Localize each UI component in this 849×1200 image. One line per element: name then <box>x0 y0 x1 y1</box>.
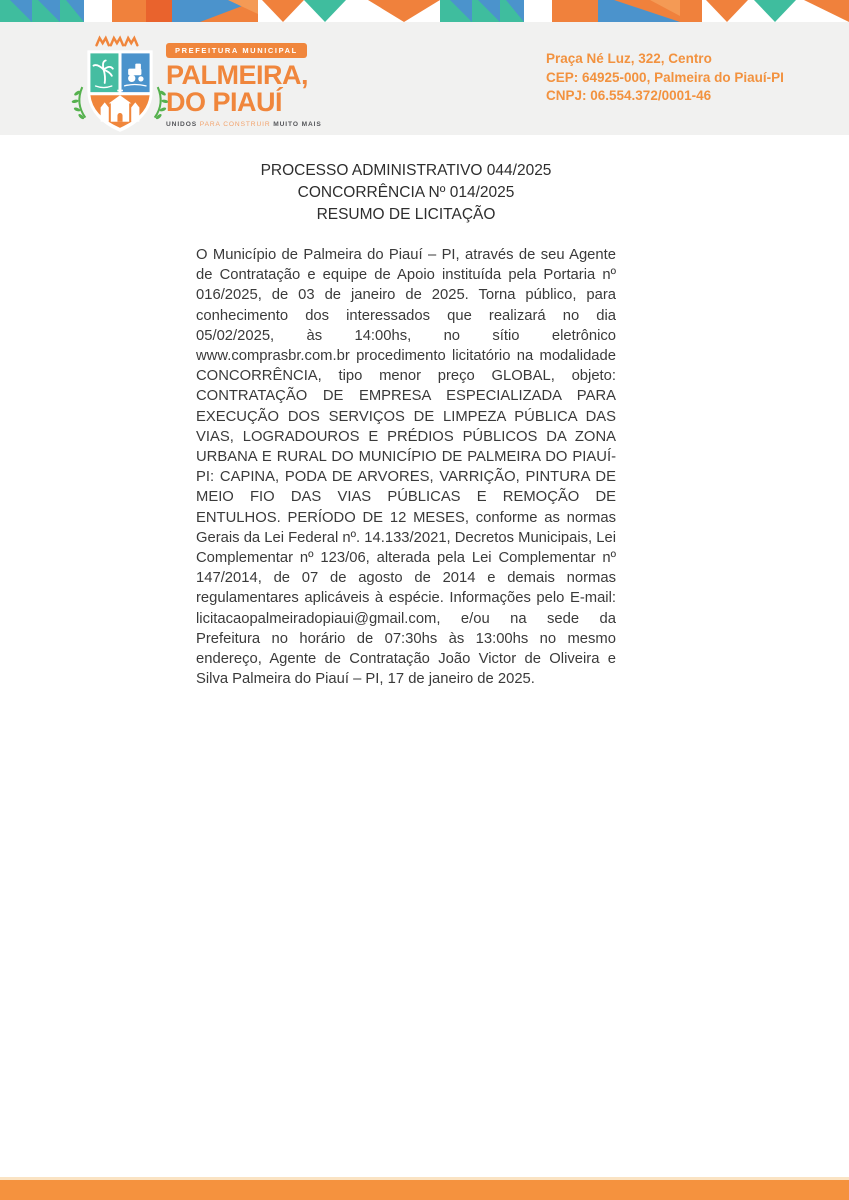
tagline-para-construir: PARA CONSTRUIR <box>199 121 271 128</box>
title-concorrencia: CONCORRÊNCIA Nº 014/2025 <box>297 184 515 201</box>
footer-bar <box>0 1177 849 1200</box>
title-processo-administrativo: PROCESSO ADMINISTRATIVO 044/2025 <box>260 162 552 179</box>
triangle-pattern-graphic <box>0 0 849 22</box>
tagline-unidos: UNIDOS <box>166 121 198 128</box>
letterhead <box>0 22 849 135</box>
title-resumo-licitacao: RESUMO DE LICITAÇÃO <box>316 206 496 223</box>
logo-name-line2: DO PIAUÍ <box>166 87 283 117</box>
municipality-logotype <box>166 40 366 128</box>
address-line-cep: CEP: 64925-000, Palmeira do Piauí-PI <box>546 69 784 85</box>
document-content <box>196 160 616 689</box>
address-line-street: Praça Né Luz, 322, Centro <box>546 51 712 66</box>
notice-body-paragraph: O Município de Palmeira do Piauí – PI, através de seu Agente de Contratação e equipe de Apoio instituída pela Portaria nº 016/2025, de 03 de janeiro de 2025. Torna público, para conhecimento dos interessados que realizará no dia 05/02/2025, às 14:00hs, no sítio eletrônico www.comprasbr.com.br procedimento licitatório na modalidade CONCORRÊNCIA, tipo menor preço GLOBAL, objeto: CONTRATAÇÃO DE EMPRESA ESPECIALIZADA PARA EXECUÇÃO DOS SERVIÇOS DE LIMPEZA PÚBLICA DAS VIAS, LOGRADOUROS E PRÉDIOS PÚBLICOS DA ZONA URBANA E RURAL DO MUNICÍPIO DE PALMEIRA DO PIAUÍ-PI: CAPINA, PODA DE ARVORES, VARRIÇÃO, PINTURA DE MEIO FIO DAS VIAS PÚBLICAS E REMOÇÃO DE ENTULHOS. PERÍODO DE 12 MESES, conforme as normas Gerais da Lei Federal nº. 14.133/2021, Decretos Municipais, Lei Complementar nº 123/06, alterada pela Lei Complementar nº 147/2014, de 07 de agosto de 2014 e demais normas regulamentares aplicáveis à espécie. Informações pelo E-mail: licitacaopalmeiradopiaui@gmail.com, e/ou na sede da Prefeitura no horário de 07:30hs às 13:00hs no mesmo endereço, Agente de Contratação João Victor de Oliveira e Silva Palmeira do Piauí – PI, 17 de janeiro de 2025. <box>196 247 616 688</box>
prefeitura-badge: PREFEITURA MUNICIPAL <box>166 43 307 58</box>
crest-graphic <box>68 34 172 136</box>
decorative-triangle-strip <box>0 0 849 22</box>
address-block <box>546 50 784 106</box>
logo-tagline <box>166 121 366 128</box>
branch-left-icon <box>71 87 85 120</box>
address-line-cnpj: CNPJ: 06.554.372/0001-46 <box>546 88 712 103</box>
logo-name-line1: PALMEIRA, <box>166 60 308 90</box>
crown-icon <box>97 38 138 45</box>
coat-of-arms <box>68 34 172 136</box>
document-title <box>196 160 616 226</box>
tagline-muito-mais: MUITO MAIS <box>273 121 322 128</box>
